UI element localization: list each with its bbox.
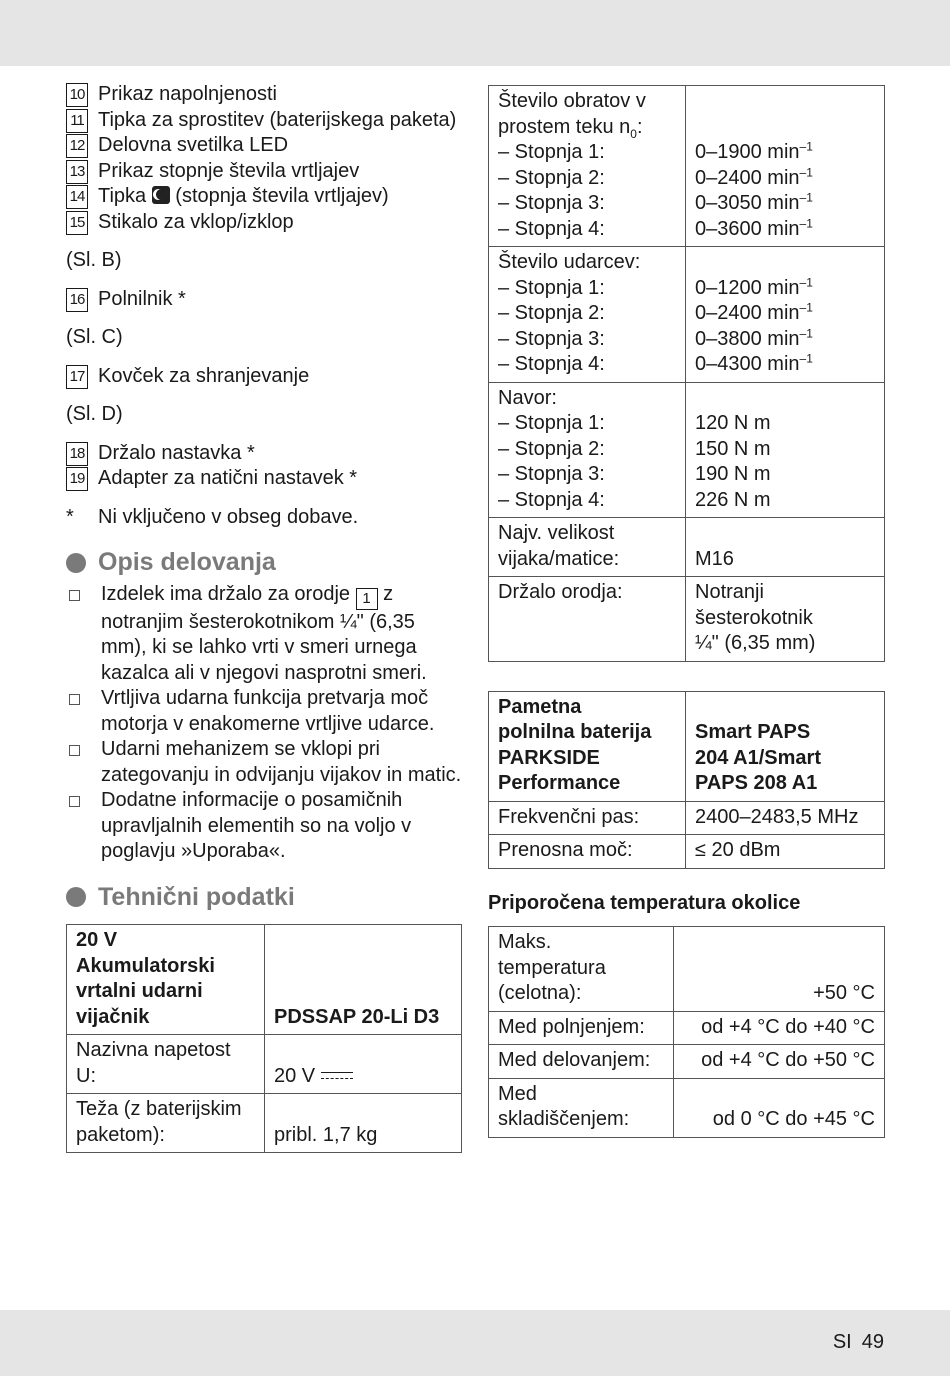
table-cell: Število obratov v prostem teku $n_0$: – Stopnja 1: – Stopnja 2: – Stopnja 3: – Stopnja 4:: [489, 86, 686, 247]
list-item: 13 Prikaz stopnje števila vrtljajev: [66, 159, 462, 185]
table-cell: Držalo orodja:: [489, 577, 686, 662]
checkbox-icon: [69, 745, 80, 756]
footnote: * Ni vključeno v obseg dobave.: [66, 505, 359, 528]
table-row: [67, 1094, 462, 1153]
table-cell: Smart PAPS 204 A1/Smart PAPS 208 A1: [686, 691, 885, 801]
item-number: 19: [66, 467, 88, 491]
checkbox-icon: [69, 590, 80, 601]
table-row: [67, 1035, 462, 1094]
table-row: [67, 925, 462, 1035]
table-row: [489, 518, 885, 577]
list-item: 19 Adapter za natični nastavek *: [66, 466, 462, 492]
language-code: SI: [832, 1331, 852, 1353]
table-row: [489, 86, 885, 247]
table-cell: +50 °C: [674, 927, 885, 1012]
table-cell: Frekvenčni pas:: [489, 801, 686, 835]
bullet-dot-icon: [66, 553, 86, 573]
table-cell: od +4 °C do +40 °C: [674, 1011, 885, 1045]
table-cell: Pametna polnilna baterija PARKSIDE Performance: [489, 691, 686, 801]
left-column: [66, 82, 462, 1153]
list-item: 14 Tipka (stopnja števila vrtljajev): [66, 184, 462, 210]
page-number: 49: [861, 1331, 884, 1353]
item-number: 10: [66, 83, 88, 107]
table-cell: 0–1200 $\min^{-1}$ 0–2400 $\min^{-1}$ 0–3800 $\min^{-1}$ 0–4300 $\min^{-1}$: [686, 247, 885, 383]
bullet-dot-icon: [66, 887, 86, 907]
item-number: 15: [66, 211, 88, 235]
item-number: 11: [66, 109, 88, 133]
checkbox-icon: [69, 694, 80, 705]
table-cell: 20 V: [265, 1035, 462, 1094]
table-row: [489, 1078, 885, 1137]
right-column: [488, 85, 885, 1138]
speed-mode-icon: [152, 186, 170, 204]
spec-table-speeds: [488, 85, 885, 662]
table-cell: 0–1900 $\min^{-1}$ 0–2400 $\min^{-1}$ 0–3050 $\min^{-1}$ 0–3600 $\min^{-1}$: [686, 86, 885, 247]
item-number: 18: [66, 442, 88, 466]
list-item: 12 Delovna svetilka LED: [66, 133, 462, 159]
list-item: Udarni mehanizem se vklopi pri zategovanju in odvijanju vijakov in matic.: [66, 737, 462, 788]
list-item: 10 Prikaz napolnjenosti: [66, 82, 462, 108]
spec-table-battery: [488, 691, 885, 869]
table-cell: PDSSAP 20-Li D3: [265, 925, 462, 1035]
list-item: 16 Polnilnik *: [66, 287, 462, 313]
table-cell: ≤ 20 dBm: [686, 835, 885, 869]
item-number: 13: [66, 160, 88, 184]
figure-ref: (Sl. B): [66, 249, 122, 271]
table-row: [489, 382, 885, 518]
table-cell: Maks. temperatura (celotna):: [489, 927, 674, 1012]
table-cell: M16: [686, 518, 885, 577]
header-band: [0, 0, 950, 66]
table-cell: Teža (z baterijskim paketom):: [67, 1094, 265, 1153]
table-cell: 120 N m 150 N m 190 N m 226 N m: [686, 382, 885, 518]
table-row: [489, 577, 885, 662]
table-cell: Navor: – Stopnja 1: – Stopnja 2: – Stopnja 3: – Stopnja 4:: [489, 382, 686, 518]
dc-symbol-icon: [321, 1071, 353, 1081]
table-row: [489, 927, 885, 1012]
table-cell: 20 V Akumulatorski vrtalni udarni vijačnik: [67, 925, 265, 1035]
table-row: [489, 1011, 885, 1045]
figure-ref: (Sl. C): [66, 326, 123, 348]
figure-ref: (Sl. D): [66, 403, 123, 425]
table-row: [489, 835, 885, 869]
list-item: Vrtljiva udarna funkcija pretvarja moč motorja v enakomerne vrtljive udarce.: [66, 686, 462, 737]
list-item: Dodatne informacije o posamičnih upravljalnih elementih so na voljo v poglavju »Uporaba«.: [66, 788, 462, 865]
table-cell: 2400–2483,5 MHz: [686, 801, 885, 835]
spec-table-main: [66, 924, 462, 1153]
table-cell: od 0 °C do +45 °C: [674, 1078, 885, 1137]
item-number: 17: [66, 365, 88, 389]
table-row: [489, 1045, 885, 1079]
table-row: [489, 691, 885, 801]
item-number: 16: [66, 288, 88, 312]
list-item: Izdelek ima držalo za orodje 1 z notranjim šesterokotnikom ¼" (6,35 mm), ki se lahko vrti v smeri urnega kazalca ali v njegovi nasprotni smeri.: [66, 582, 462, 687]
table-cell: Med polnjenjem:: [489, 1011, 674, 1045]
list-item: 11 Tipka za sprostitev (baterijskega paketa): [66, 108, 462, 134]
item-number: 12: [66, 134, 88, 158]
checkbox-icon: [69, 796, 80, 807]
table-cell: Prenosna moč:: [489, 835, 686, 869]
table-cell: Najv. velikost vijaka/matice:: [489, 518, 686, 577]
page-footer: [823, 1331, 884, 1354]
table-cell: Nazivna napetost U:: [67, 1035, 265, 1094]
footer-band: [0, 1310, 950, 1376]
table-cell: Število udarcev: – Stopnja 1: – Stopnja 2: – Stopnja 3: – Stopnja 4:: [489, 247, 686, 383]
section-heading: Opis delovanja: [66, 550, 462, 576]
table-cell: Med skladiščenjem:: [489, 1078, 674, 1137]
table-row: [489, 247, 885, 383]
table-row: [489, 801, 885, 835]
table-cell: od +4 °C do +50 °C: [674, 1045, 885, 1079]
section-heading: Tehnični podatki: [66, 885, 462, 911]
table-cell: Notranji šesterokotnik ¼" (6,35 mm): [686, 577, 885, 662]
list-item: 15 Stikalo za vklop/izklop: [66, 210, 462, 236]
table-cell: Med delovanjem:: [489, 1045, 674, 1079]
list-item: 18 Držalo nastavka *: [66, 441, 462, 467]
table-cell: pribl. 1,7 kg: [265, 1094, 462, 1153]
temperature-heading: Priporočena temperatura okolice: [488, 891, 801, 914]
temperature-table: [488, 926, 885, 1138]
list-item: 17 Kovček za shranjevanje: [66, 364, 462, 390]
item-number: 14: [66, 185, 88, 209]
